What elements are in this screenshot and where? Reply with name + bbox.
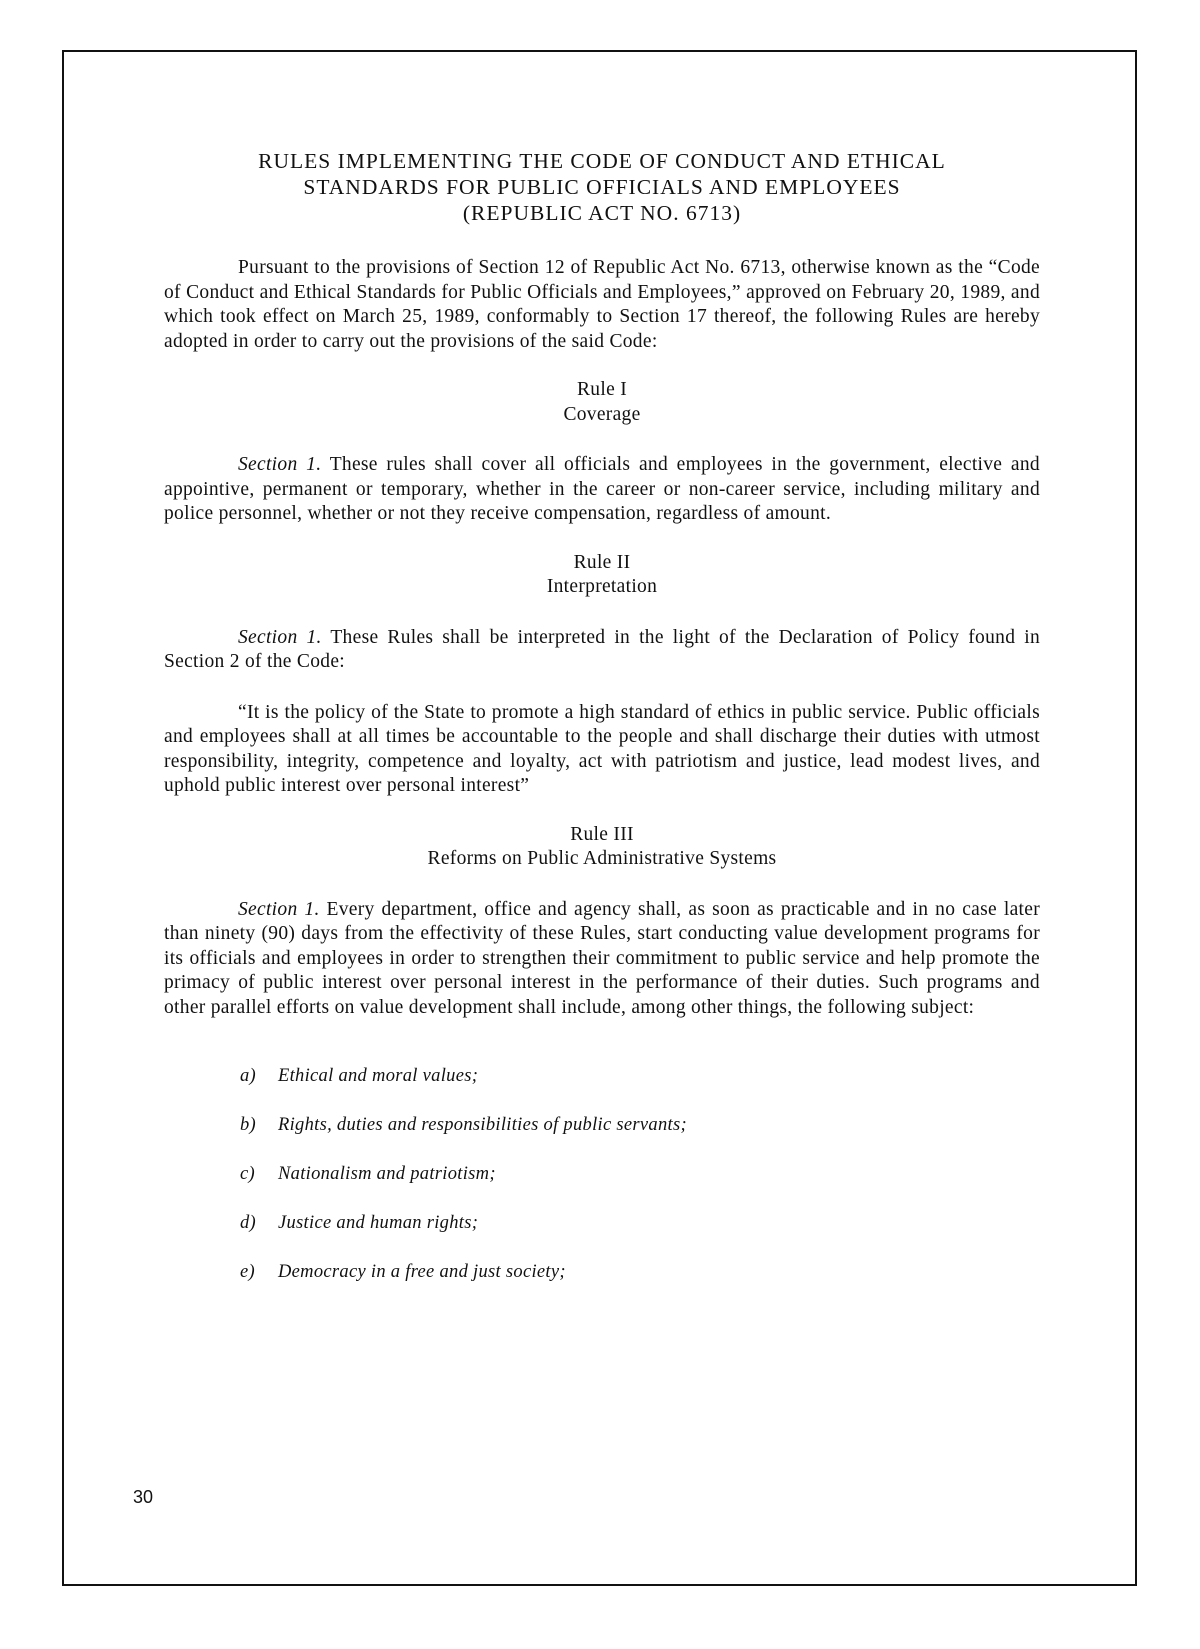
list-item-letter: d): [240, 1213, 257, 1233]
rule-number: Rule I: [577, 379, 627, 400]
list-item: [240, 1162, 1040, 1186]
rule-number: Rule III: [570, 823, 634, 845]
list-item-letter: b): [240, 1115, 257, 1135]
section-label: Section 1.: [238, 898, 320, 920]
list-item-text: Justice and human rights;: [278, 1213, 479, 1233]
section-paragraph: [164, 453, 1040, 527]
list-item-letter: c): [240, 1164, 255, 1184]
title-line: RULES IMPLEMENTING THE CODE OF CONDUCT AND ETHICAL: [258, 149, 946, 173]
list-item-letter: e): [240, 1262, 255, 1282]
list-item: [240, 1211, 1040, 1235]
title-line: STANDARDS FOR PUBLIC OFFICIALS AND EMPLOYEES: [303, 175, 901, 199]
list-item-letter: a): [240, 1066, 257, 1086]
section-label: Section 1.: [238, 626, 322, 648]
subject-list: [164, 1064, 1040, 1284]
list-item-text: Ethical and moral values;: [278, 1066, 479, 1086]
list-item: [240, 1260, 1040, 1284]
preamble-paragraph: Pursuant to the provisions of Section 12 of Republic Act No. 6713, otherwise known as the “Code of Conduct and Ethical Standards for Public Officials and Employees,” approved on February 20, 1989, and which took effect on March 25, 1989, conformably to Section 17 thereof, the following Rules are hereby adopted in order to carry out the provisions of the said Code:: [164, 257, 1040, 352]
list-item-text: Rights, duties and responsibilities of public servants;: [278, 1115, 687, 1135]
rule-title: Reforms on Public Administrative Systems: [427, 848, 777, 869]
section-label: Section 1.: [238, 454, 322, 475]
rule-number: Rule II: [573, 551, 631, 573]
section-paragraph: [164, 898, 1040, 1021]
document-title: [164, 148, 1040, 226]
section-text: These rules shall cover all officials and employees in the government, elective and appointive, permanent or temporary, whether in the career or non-career service, including military and police personnel, whether or not they receive compensation, regardless of amount.: [164, 454, 1040, 524]
document-body: [164, 148, 1040, 1309]
list-item-text: Democracy in a free and just society;: [278, 1262, 566, 1282]
rule-heading: [164, 823, 1040, 872]
list-item-text: Nationalism and patriotism;: [278, 1164, 496, 1184]
title-line: (REPUBLIC ACT NO. 6713): [462, 201, 742, 225]
section-paragraph: [164, 626, 1040, 675]
policy-quote: “It is the policy of the State to promote a high standard of ethics in public service. Public officials and employees shall at all times be accountable to the people and shall discharge their duties with utmost responsibility, integrity, competence and loyalty, act with patriotism and justice, lead modest lives, and uphold public interest over personal interest”: [164, 701, 1040, 796]
rule-title: Interpretation: [546, 576, 658, 597]
page-number: 30: [133, 1487, 154, 1507]
section-text: Every department, office and agency shall, as soon as practicable and in no case later than ninety (90) days from the effectivity of these Rules, start conducting value development programs for its officials and employees in order to strengthen their commitment to public service and help promote the primacy of public interest over personal interest in the performance of their duties. Such programs and other parallel efforts on value development shall include, among other things, the following subject:: [164, 898, 1040, 1018]
list-item: [240, 1113, 1040, 1137]
list-item: [240, 1064, 1040, 1088]
section-text: These Rules shall be interpreted in the light of the Declaration of Policy found in Section 2 of the Code:: [164, 626, 1041, 672]
rule-title: Coverage: [563, 403, 641, 425]
rule-heading: [164, 378, 1040, 427]
rule-heading: [164, 551, 1040, 600]
